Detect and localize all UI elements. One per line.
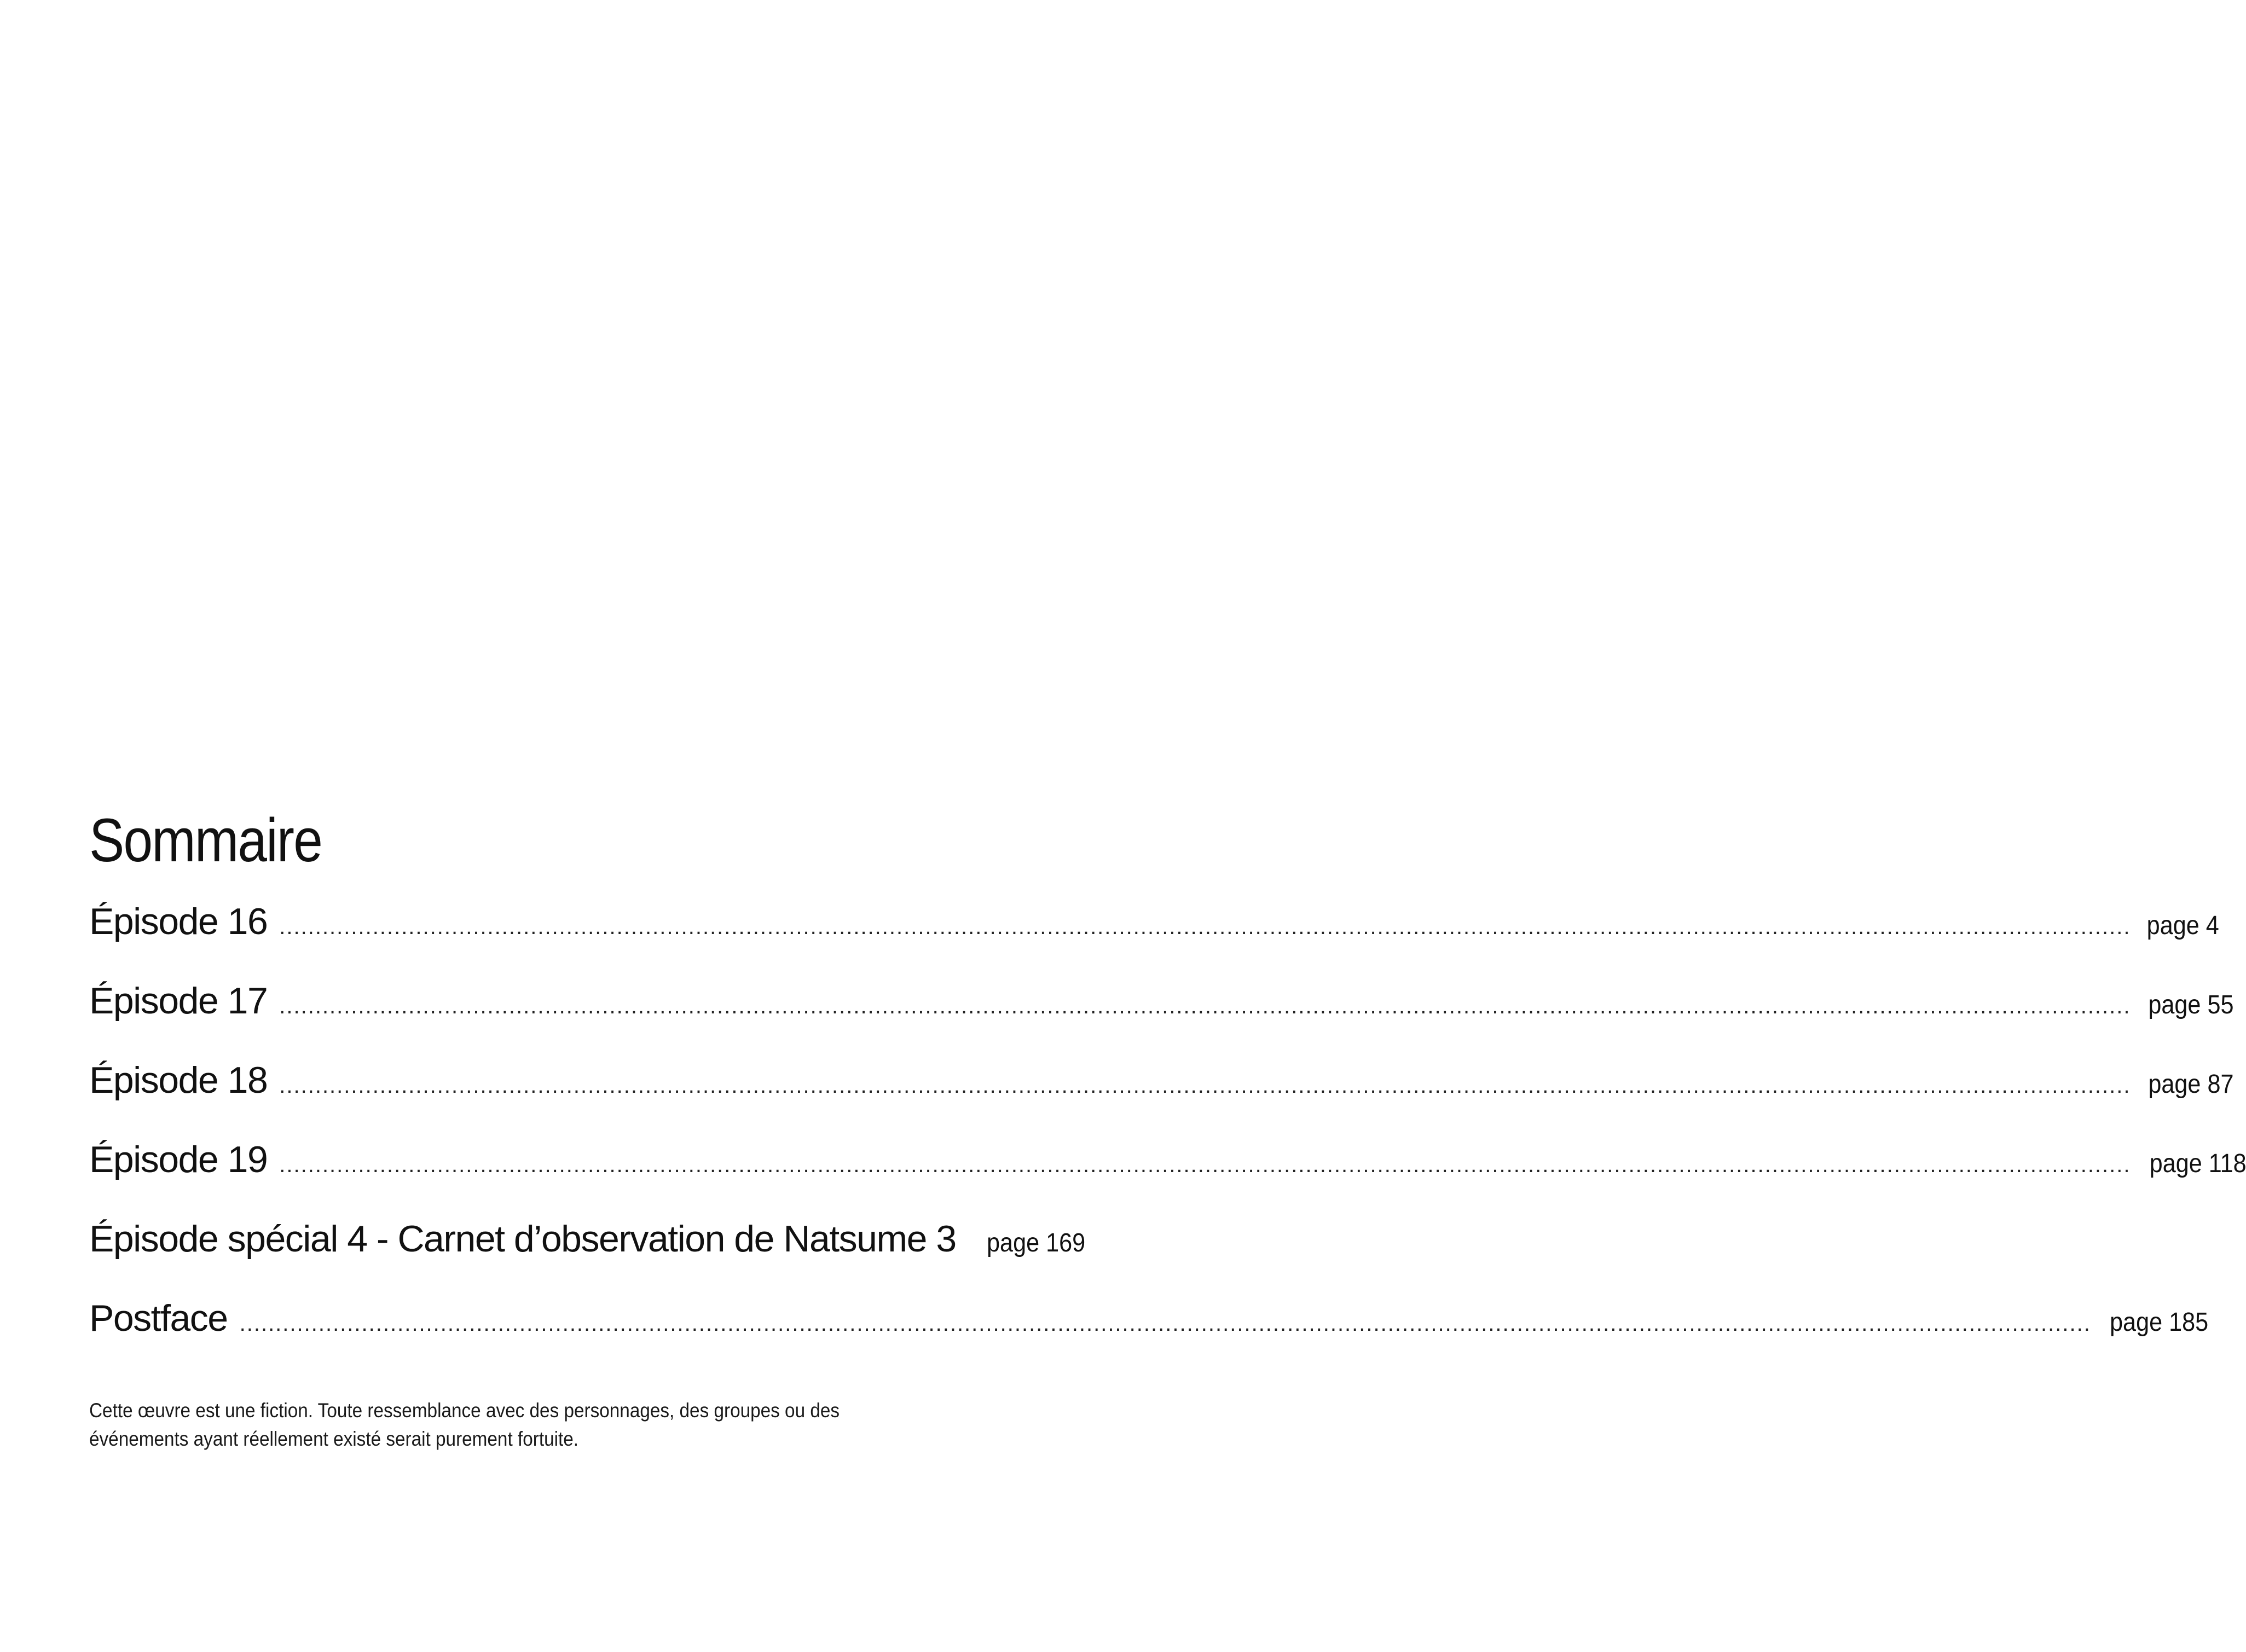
toc-list [89,901,2246,1379]
dot-leader [279,1074,2131,1098]
toc-entry-episode-19 [89,1139,2246,1220]
toc-entry-label: Épisode 18 [89,1059,268,1101]
toc-entry-page: page 4 [2146,911,2219,940]
toc-entry-label: Épisode 16 [89,901,268,942]
table-of-contents [89,806,2246,1379]
toc-entry-page: page 118 [2149,1149,2246,1178]
toc-entry-label: Postface [89,1297,228,1339]
toc-entry-special-episode-4 [89,1218,1085,1300]
dot-leader [279,915,2131,940]
toc-entry-page: page 185 [2109,1308,2209,1337]
disclaimer-line-2: événements ayant réellement existé serait purement fortuite. [89,1428,579,1450]
fiction-disclaimer [89,1396,965,1453]
toc-entry-postface [89,1297,2209,1379]
toc-entry-page: page 87 [2147,1070,2234,1099]
toc-entry-label: Épisode 17 [89,980,268,1022]
toc-entry-page: page 55 [2147,990,2234,1019]
dot-leader [279,994,2131,1019]
toc-entry-label: Épisode spécial 4 - Carnet d’observation de Natsume 3 [89,1218,956,1260]
toc-entry-page: page 169 [986,1228,1085,1257]
toc-entry-label: Épisode 19 [89,1139,268,1180]
disclaimer-line-1: Cette œuvre est une fiction. Toute ressemblance avec des personnages, des groupes ou des [89,1399,840,1422]
toc-entry-episode-17 [89,980,2234,1062]
page-title: Sommaire [89,806,322,874]
dot-leader [279,1153,2131,1178]
dot-leader [240,1312,2091,1336]
toc-entry-episode-18 [89,1059,2234,1141]
toc-entry-episode-16 [89,901,2219,982]
